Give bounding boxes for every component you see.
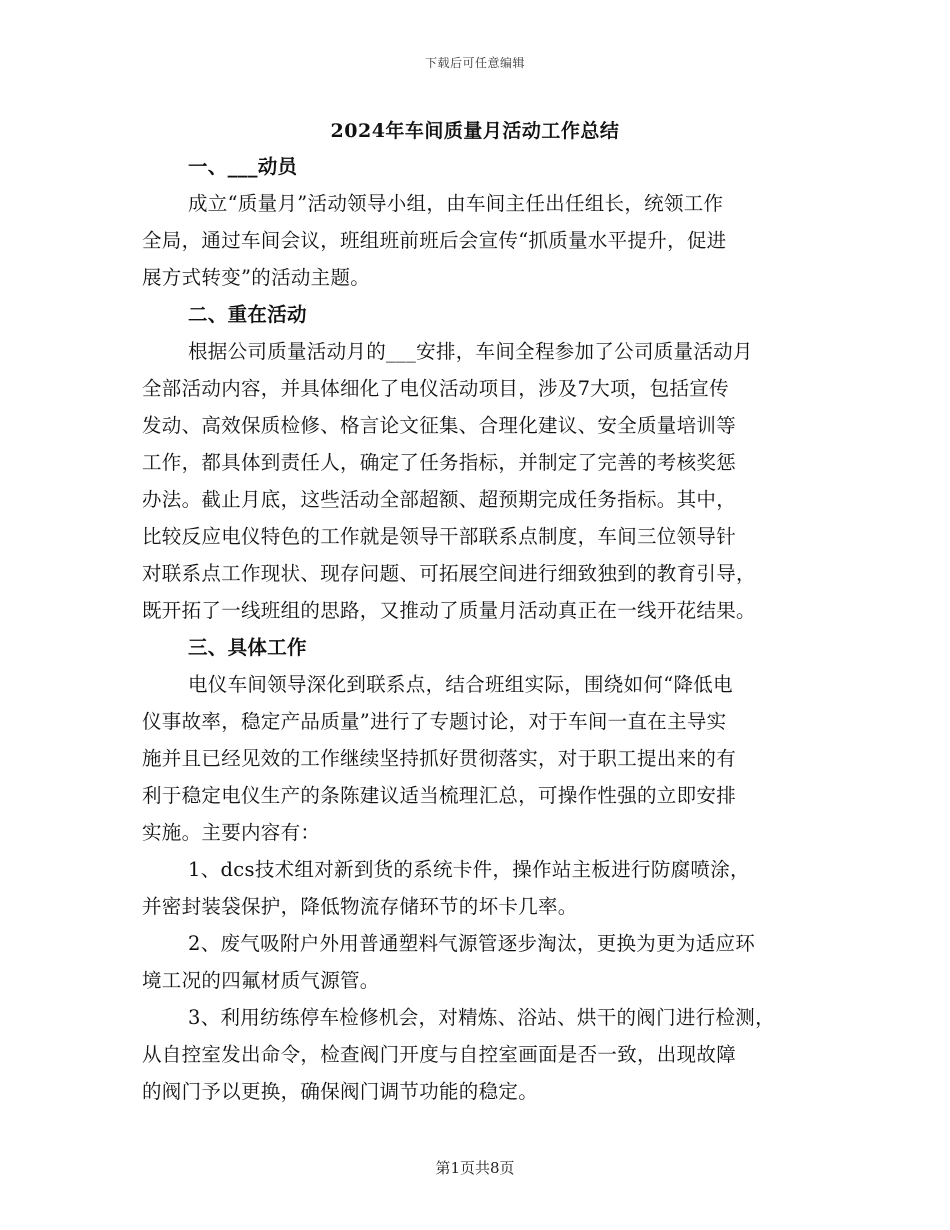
paragraph-line: 既开拓了一线班组的思路，又推动了质量月活动真正在一线开花结果。 bbox=[142, 599, 756, 622]
section-heading: 三、具体工作 bbox=[188, 636, 307, 659]
paragraph-line: 全部活动内容，并具体细化了电仪活动项目，涉及7大项，包括宣传 bbox=[142, 377, 729, 400]
page-footer: 第1页共8页 bbox=[435, 1159, 515, 1177]
paragraph-line: 施并且已经见效的工作继续坚持抓好贯彻落实，对于职工提出来的有 bbox=[142, 747, 737, 770]
paragraph-line: 展方式转变”的活动主题。 bbox=[142, 266, 371, 289]
paragraph-line: 比较反应电仪特色的工作就是领导干部联系点制度，车间三位领导针 bbox=[142, 525, 737, 548]
paragraph-line: 的阀门予以更换，确保阀门调节功能的稳定。 bbox=[142, 1080, 539, 1103]
paragraph-line: 利于稳定电仪生产的条陈建议适当梳理汇总，可操作性强的立即安排 bbox=[142, 784, 737, 807]
paragraph-line: 全局，通过车间会议，班组班前班后会宣传“抓质量水平提升，促进 bbox=[142, 229, 727, 252]
paragraph-line: 工作，都具体到责任人，确定了任务指标，并制定了完善的考核奖惩 bbox=[142, 451, 737, 474]
paragraph-line: 从自控室发出命令，检查阀门开度与自控室画面是否一致，出现故障 bbox=[142, 1043, 737, 1066]
paragraph-line: 2、废气吸附户外用普通塑料气源管逐步淘汰，更换为更为适应环 bbox=[188, 932, 756, 955]
paragraph-line: 境工况的四氟材质气源管。 bbox=[142, 969, 380, 992]
section-heading: 二、重在活动 bbox=[188, 303, 307, 326]
document-body bbox=[142, 148, 822, 1110]
paragraph-line: 仪事故率，稳定产品质量”进行了专题讨论，对于车间一直在主导实 bbox=[142, 710, 727, 733]
paragraph-line: 对联系点工作现状、现存问题、可拓展空间进行细致独到的教育引导， bbox=[142, 562, 756, 585]
paragraph-line: 实施。主要内容有： bbox=[142, 821, 321, 844]
document-title: 2024年车间质量月活动工作总结 bbox=[330, 120, 620, 142]
paragraph-line: 发动、高效保质检修、格言论文征集、合理化建议、安全质量培训等 bbox=[142, 414, 737, 437]
paragraph-line: 办法。截止月底，这些活动全部超额、超预期完成任务指标。其中， bbox=[142, 488, 737, 511]
page-header: 下载后可任意编辑 bbox=[424, 56, 525, 70]
paragraph-line: 根据公司质量活动月的___安排，车间全程参加了公司质量活动月 bbox=[188, 340, 753, 363]
paragraph-line: 3、利用纺练停车检修机会，对精炼、浴站、烘干的阀门进行检测， bbox=[188, 1006, 775, 1029]
section-heading: 一、___动员 bbox=[188, 155, 298, 178]
paragraph-line: 成立“质量月”活动领导小组，由车间主任出任组长，统领工作 bbox=[188, 192, 724, 215]
paragraph-line: 1、dcs技术组对新到货的系统卡件，操作站主板进行防腐喷涂， bbox=[188, 858, 750, 881]
paragraph-line: 并密封装袋保护，降低物流存储环节的坏卡几率。 bbox=[142, 895, 578, 918]
paragraph-line: 电仪车间领导深化到联系点，结合班组实际，围绕如何“降低电 bbox=[188, 673, 733, 696]
